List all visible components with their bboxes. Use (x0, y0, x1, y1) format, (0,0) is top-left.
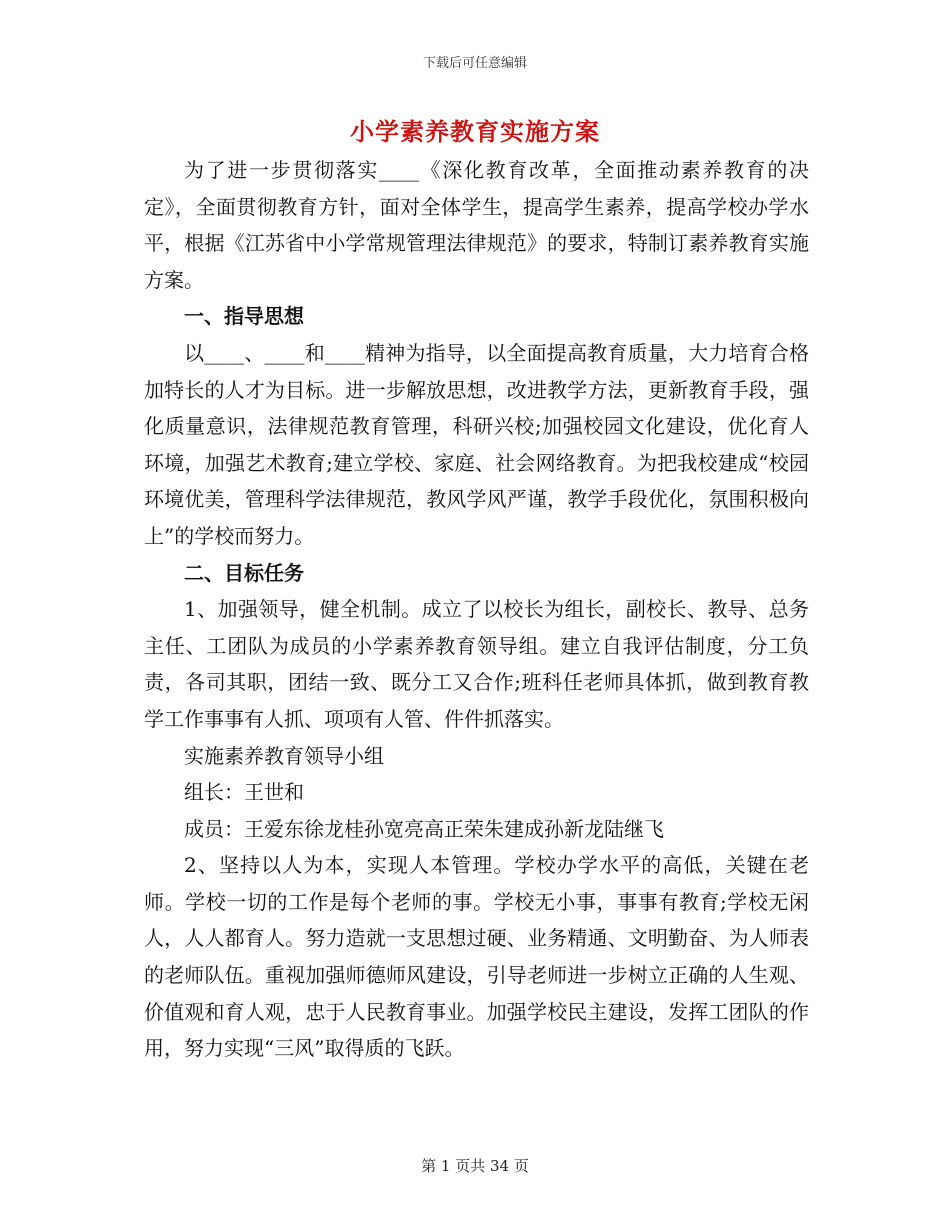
item-2-paragraph: 2、坚持以人为本，实现人本管理。学校办学水平的高低，关键在老师。学校一切的工作是每个老师的事。学校无小事，事事有教育;学校无闲人，人人都育人。努力造就一支思想过硬、业务精通、文明勤奋、为人师表的老师队伍。重视加强师德师风建设，引导老师进一步树立正确的人生观、价值观和育人观，忠于人民教育事业。加强学校民主建设，发挥工团队的作用，努力实现“三风”取得质的飞跃。 (144, 853, 809, 1061)
intro-paragraph: 为了进一步贯彻落实____《深化教育改革，全面推动素养教育的决定》，全面贯彻教育方针，面对全体学生，提高学生素养，提高学校办学水平，根据《江苏省中小学常规管理法律规范》的要求，特制订素养教育实施方案。 (144, 158, 809, 292)
leadership-group-title: 实施素养教育领导小组 (184, 743, 384, 768)
section-heading-goals-tasks: 二、目标任务 (184, 560, 304, 585)
leadership-group-members: 成员：王爱东徐龙桂孙宽亮高正荣朱建成孙新龙陆继飞 (184, 816, 664, 841)
document-body (144, 152, 809, 1067)
page-number-footer: 第 1 页共 34 页 (421, 1157, 529, 1175)
page-header-note: 下载后可任意编辑 (422, 56, 527, 71)
guiding-ideology-paragraph: 以____、____和____精神为指导，以全面提高教育质量，大力培育合格加特长的人才为目标。进一步解放思想，改进教学方法，更新教育手段，强化质量意识，法律规范教育管理，科研兴校;加强校园文化建设，优化育人环境，加强艺术教育;建立学校、家庭、社会网络教育。为把我校建成“校园环境优美，管理科学法律规范，教风学风严谨，教学手段优化，氛围积极向上”的学校而努力。 (144, 340, 809, 548)
leadership-group-leader: 组长：王世和 (184, 780, 304, 805)
item-1-paragraph: 1、加强领导，健全机制。成立了以校长为组长，副校长、教导、总务主任、工团队为成员的小学素养教育领导组。建立自我评估制度，分工负责，各司其职，团结一致、既分工又合作;班科任老师具体抓，做到教育教学工作事事有人抓、项项有人管、件件抓落实。 (144, 597, 809, 731)
section-heading-guiding-ideology: 一、指导思想 (184, 304, 304, 329)
document-title: 小学素养教育实施方案 (350, 117, 600, 146)
